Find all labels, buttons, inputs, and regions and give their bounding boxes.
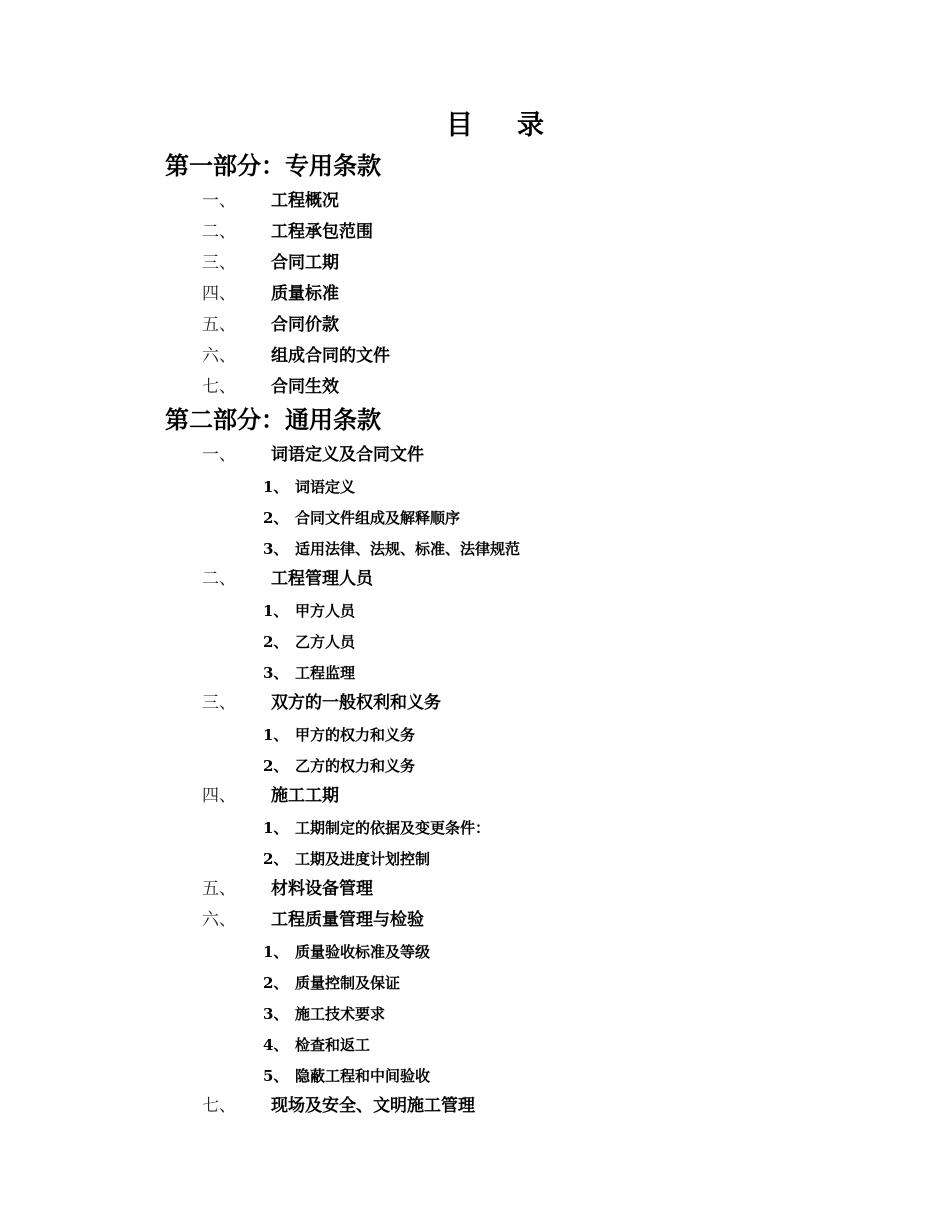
item-label: 施工工期 [271, 786, 339, 806]
item-number: 一、 [202, 191, 236, 211]
item-number: 七、 [202, 1096, 236, 1116]
subitem-number: 3、 [263, 1005, 289, 1023]
item-label: 合同工期 [271, 253, 339, 273]
subitem-label: 质量验收标准及等级 [295, 943, 431, 961]
item-number: 四、 [202, 786, 236, 806]
subitem-label: 工期制定的依据及变更条件： [295, 819, 491, 837]
subitem-label: 适用法律、法规、标准、法律规范 [295, 540, 521, 558]
toc-title [0, 106, 950, 146]
item-label: 工程质量管理与检验 [271, 910, 424, 930]
subitem-number: 2、 [263, 850, 289, 868]
item-label: 合同生效 [271, 377, 339, 397]
subitem-label: 合同文件组成及解释顺序 [295, 509, 461, 527]
item-label: 工程承包范围 [271, 222, 373, 242]
subitem-label: 乙方的权力和义务 [295, 757, 416, 775]
subitem-number: 1、 [263, 819, 289, 837]
item-number: 五、 [202, 315, 236, 335]
item-number: 二、 [202, 222, 236, 242]
subitem-label: 乙方人员 [295, 633, 356, 651]
subitem-number: 1、 [263, 478, 289, 496]
item-label: 合同价款 [271, 315, 339, 335]
toc-title-char-2: 录 [517, 110, 544, 141]
item-number: 六、 [202, 910, 236, 930]
subitem-number: 3、 [263, 540, 289, 558]
item-label: 现场及安全、文明施工管理 [271, 1096, 475, 1116]
subitem-label: 甲方的权力和义务 [295, 726, 416, 744]
item-number: 三、 [202, 693, 236, 713]
item-number: 五、 [202, 879, 236, 899]
subitem-number: 2、 [263, 757, 289, 775]
subitem-number: 2、 [263, 974, 289, 992]
subitem-number: 4、 [263, 1036, 289, 1054]
subitem-number: 1、 [263, 726, 289, 744]
subitem-label: 甲方人员 [295, 602, 356, 620]
item-label: 工程概况 [271, 191, 339, 211]
subitem-number: 3、 [263, 664, 289, 682]
subitem-number: 1、 [263, 943, 289, 961]
subitem-number: 5、 [263, 1067, 289, 1085]
subitem-label: 工程监理 [295, 664, 356, 682]
item-label: 材料设备管理 [271, 879, 373, 899]
subitem-label: 检查和返工 [295, 1036, 371, 1054]
item-number: 三、 [202, 253, 236, 273]
subitem-number: 2、 [263, 633, 289, 651]
subitem-label: 工期及进度计划控制 [295, 850, 431, 868]
item-label: 组成合同的文件 [271, 346, 390, 366]
subitem-label: 隐蔽工程和中间验收 [295, 1067, 431, 1085]
subitem-label: 施工技术要求 [295, 1005, 386, 1023]
subitem-label: 质量控制及保证 [295, 974, 401, 992]
item-number: 一、 [202, 445, 236, 465]
item-label: 工程管理人员 [271, 569, 373, 589]
part-heading-2: 第二部分：通用条款 [165, 405, 381, 434]
subitem-number: 2、 [263, 509, 289, 527]
toc-title-char-1: 目 [446, 110, 473, 141]
part-heading-1: 第一部分：专用条款 [165, 151, 381, 180]
item-label: 双方的一般权利和义务 [271, 693, 441, 713]
subitem-label: 词语定义 [295, 478, 356, 496]
item-label: 质量标准 [271, 284, 339, 304]
subitem-number: 1、 [263, 602, 289, 620]
item-number: 七、 [202, 377, 236, 397]
item-number: 四、 [202, 284, 236, 304]
item-label: 词语定义及合同文件 [271, 445, 424, 465]
item-number: 六、 [202, 346, 236, 366]
item-number: 二、 [202, 569, 236, 589]
